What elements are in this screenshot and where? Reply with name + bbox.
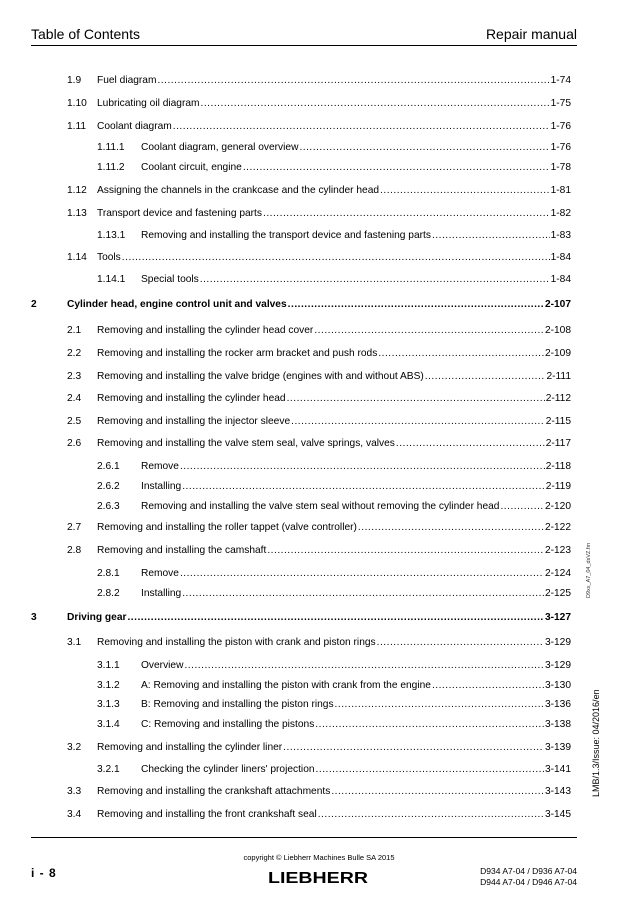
dot-leader — [122, 251, 550, 264]
toc-entry-page: 2-124 — [544, 568, 571, 579]
dot-leader — [157, 74, 549, 87]
toc-entry[interactable] — [97, 679, 571, 692]
toc-entry-page: 1-83 — [550, 230, 571, 241]
toc-entry-page: 2-119 — [545, 481, 571, 492]
toc-entry-number: 2.6.1 — [97, 461, 120, 472]
toc-entry-number: 2.8 — [67, 545, 82, 556]
toc-entry-number: 2.4 — [67, 393, 82, 404]
toc-entry-title: Removing and installing the valve bridge (engines with and without ABS) — [97, 371, 424, 382]
dot-leader — [184, 659, 543, 672]
toc-entry-title: Checking the cylinder liners' projection — [141, 764, 315, 775]
toc-entry-page: 1-75 — [550, 98, 571, 109]
toc-entry-title: Remove — [141, 568, 179, 579]
toc-entry[interactable] — [97, 718, 571, 731]
toc-entry-page: 1-81 — [550, 185, 571, 196]
toc-entry-page: 1-74 — [550, 75, 571, 86]
toc-entry-number: 1.11 — [67, 121, 87, 132]
toc-entry[interactable] — [97, 763, 571, 776]
toc-entry-title: Tools — [97, 252, 121, 263]
toc-entry-page: 2-125 — [544, 588, 571, 599]
dot-leader — [335, 698, 544, 711]
issue-label: LMB/1.3/Issue: 04/2016/en — [591, 689, 601, 797]
toc-entry[interactable] — [67, 636, 571, 649]
toc-entry[interactable] — [67, 347, 571, 360]
toc-entry-page: 1-84 — [550, 252, 571, 263]
dot-leader — [380, 184, 550, 197]
toc-entry[interactable] — [67, 120, 571, 133]
toc-entry-title: A: Removing and installing the piston with crank from the engine — [141, 680, 431, 691]
toc-entry-number: 2.3 — [67, 371, 82, 382]
toc-entry-number: 1.14.1 — [97, 274, 126, 285]
toc-entry-title: Lubricating oil diagram — [97, 98, 200, 109]
toc-entry-title: C: Removing and installing the pistons — [141, 719, 315, 730]
dot-leader — [288, 298, 544, 311]
toc-entry-number: 1.14 — [67, 252, 87, 263]
dot-leader — [299, 141, 549, 154]
dot-leader — [201, 97, 550, 110]
header-rule — [31, 45, 577, 46]
dot-leader — [180, 567, 544, 580]
toc-entry-number: 2.5 — [67, 416, 82, 427]
toc-entry-title: Assigning the channels in the crankcase and the cylinder head — [97, 185, 380, 196]
toc-entry-number: 3.1.4 — [97, 719, 120, 730]
header-manual-type: Repair manual — [485, 26, 577, 42]
toc-entry-number: 1.11.2 — [97, 162, 125, 173]
toc-entry-number: 1.9 — [67, 75, 82, 86]
toc-entry-page: 2-123 — [544, 545, 571, 556]
dot-leader — [267, 544, 544, 557]
dot-leader — [432, 229, 550, 242]
dot-leader — [182, 587, 544, 600]
toc-entry[interactable] — [67, 544, 571, 557]
toc-entry-number: 1.11.1 — [97, 142, 125, 153]
toc-entry[interactable] — [67, 251, 571, 264]
toc-entry-number: 2.6 — [67, 438, 82, 449]
toc-entry-title: Installing — [141, 481, 182, 492]
toc-entry-number: 3.3 — [67, 786, 82, 797]
toc-entry[interactable] — [97, 659, 571, 672]
toc-entry-page: 3-130 — [544, 680, 571, 691]
liebherr-logo — [267, 869, 369, 886]
toc-entry[interactable] — [97, 273, 571, 286]
toc-entry-number: 2.8.1 — [97, 568, 120, 579]
header-title: Table of Contents — [31, 26, 140, 42]
logo-text: LIEBHERR — [268, 870, 368, 886]
toc-entry-page: 1-76 — [550, 142, 571, 153]
toc-entry-title: Removing and installing the transport device and fastening parts — [141, 230, 431, 241]
toc-entry-number: 3.4 — [67, 809, 82, 820]
dot-leader — [331, 785, 544, 798]
file-code-label: D9xx_A7_04_dsVZ.fm — [586, 542, 592, 598]
toc-entry-page: 3-141 — [544, 764, 571, 775]
toc-entry-title: Removing and installing the cylinder head cover — [97, 325, 314, 336]
toc-entry[interactable] — [67, 521, 571, 534]
toc-entry-page: 2-122 — [544, 522, 571, 533]
copyright-text: copyright © Liebherr Machines Bulle SA 2015 — [243, 853, 395, 862]
toc-entry-page: 2-109 — [544, 348, 571, 359]
toc-entry-title: Coolant diagram — [97, 121, 172, 132]
dot-leader — [287, 392, 545, 405]
toc-entry-title: Removing and installing the valve stem seal without removing the cylinder head — [141, 501, 500, 512]
toc-entry-title: Removing and installing the piston with crank and piston rings — [97, 637, 376, 648]
toc-entry-number: 2.6.3 — [97, 501, 120, 512]
toc-entry-title: B: Removing and installing the piston rings — [141, 699, 334, 710]
dot-leader — [291, 415, 545, 428]
dot-leader — [314, 324, 544, 337]
toc-entry-number: 3.1.3 — [97, 699, 120, 710]
toc-entry[interactable] — [67, 74, 571, 87]
toc-entry-title: Removing and installing the front crankshaft seal — [97, 809, 317, 820]
toc-entry[interactable] — [67, 324, 571, 337]
toc-entry-number: 3.2 — [67, 742, 82, 753]
toc-entry-title: Cylinder head, engine control unit and valves — [67, 299, 287, 310]
toc-entry[interactable] — [97, 480, 571, 493]
toc-entry[interactable] — [97, 161, 571, 174]
dot-leader — [358, 521, 544, 534]
toc-entry-title: Remove — [141, 461, 179, 472]
dot-leader — [318, 808, 544, 821]
toc-entry-page: 2-112 — [545, 393, 571, 404]
toc-entry-title: Fuel diagram — [97, 75, 157, 86]
dot-leader — [127, 611, 543, 624]
models-line-1: D934 A7-04 / D936 A7-04 — [480, 866, 577, 876]
toc-entry[interactable] — [67, 207, 571, 220]
dot-leader — [500, 500, 543, 513]
toc-entry-number: 3 — [31, 612, 37, 623]
toc-entry-title: Installing — [141, 588, 182, 599]
toc-entry-page: 2-107 — [544, 299, 571, 310]
dot-leader — [316, 763, 544, 776]
toc-entry-page: 1-78 — [550, 162, 571, 173]
toc-entry[interactable] — [31, 298, 571, 311]
toc-entry-page: 2-111 — [546, 371, 571, 382]
toc-entry-page: 3-138 — [544, 719, 571, 730]
toc-entry-number: 3.1 — [67, 637, 82, 648]
dot-leader — [396, 437, 545, 450]
toc-entry[interactable] — [67, 808, 571, 821]
toc-entry-number: 1.13.1 — [97, 230, 126, 241]
toc-entry-page: 1-84 — [550, 274, 571, 285]
toc-entry-page: 1-82 — [550, 208, 571, 219]
toc-entry-number: 2.8.2 — [97, 588, 120, 599]
toc-entry-page: 3-143 — [544, 786, 571, 797]
toc-entry-number: 1.10 — [67, 98, 87, 109]
dot-leader — [182, 480, 544, 493]
toc-entry[interactable] — [97, 500, 571, 513]
dot-leader — [180, 460, 545, 473]
toc-entry-page: 2-108 — [544, 325, 571, 336]
toc-entry-title: Transport device and fastening parts — [97, 208, 262, 219]
toc-entry-number: 3.2.1 — [97, 764, 120, 775]
toc-entry-number: 1.13 — [67, 208, 87, 219]
dot-leader — [377, 636, 544, 649]
toc-entry[interactable] — [67, 741, 571, 754]
toc-entry-number: 2.6.2 — [97, 481, 120, 492]
toc-entry-number: 3.1.2 — [97, 680, 120, 691]
toc-entry[interactable] — [97, 460, 571, 473]
dot-leader — [200, 273, 550, 286]
page-number: i - 8 — [31, 866, 57, 880]
models-line-2: D944 A7-04 / D946 A7-04 — [480, 877, 577, 887]
dot-leader — [425, 370, 546, 383]
toc-entry-page: 2-117 — [545, 438, 571, 449]
dot-leader — [263, 207, 550, 220]
toc-entry-page: 2-115 — [545, 416, 571, 427]
toc-entry-title: Removing and installing the injector sleeve — [97, 416, 291, 427]
toc-entry-page: 3-136 — [544, 699, 571, 710]
toc-entry[interactable] — [97, 141, 571, 154]
toc-entry[interactable] — [31, 611, 571, 624]
dot-leader — [243, 161, 550, 174]
toc-entry-title: Removing and installing the rocker arm bracket and push rods — [97, 348, 378, 359]
toc-entry[interactable] — [67, 437, 571, 450]
toc-entry-page: 3-145 — [544, 809, 571, 820]
toc-entry-title: Overview — [141, 660, 184, 671]
toc-entry-title: Removing and installing the camshaft — [97, 545, 267, 556]
footer-rule — [31, 837, 577, 838]
toc-entry-title: Removing and installing the roller tappet (valve controller) — [97, 522, 357, 533]
toc-entry-page: 3-139 — [544, 742, 571, 753]
toc-entry-title: Coolant diagram, general overview — [141, 142, 299, 153]
toc-entry-title: Removing and installing the cylinder head — [97, 393, 286, 404]
toc-entry-number: 2 — [31, 299, 37, 310]
dot-leader — [283, 741, 544, 754]
toc-entry-title: Removing and installing the crankshaft attachments — [97, 786, 331, 797]
dot-leader — [173, 120, 550, 133]
toc-entry-number: 2.7 — [67, 522, 82, 533]
toc-entry-number: 3.1.1 — [97, 660, 120, 671]
toc-entry[interactable] — [67, 785, 571, 798]
toc-entry[interactable] — [97, 587, 571, 600]
toc-entry[interactable] — [67, 370, 571, 383]
dot-leader — [432, 679, 544, 692]
toc-entry-title: Removing and installing the cylinder liner — [97, 742, 283, 753]
model-list — [480, 866, 577, 888]
toc-entry[interactable] — [67, 97, 571, 110]
toc-entry-title: Driving gear — [67, 612, 127, 623]
toc-entry[interactable] — [97, 698, 571, 711]
toc-entry-number: 2.1 — [67, 325, 82, 336]
toc-entry-number: 1.12 — [67, 185, 87, 196]
toc-entry-page: 2-120 — [544, 501, 571, 512]
toc-entry[interactable] — [97, 229, 571, 242]
toc-entry-page: 3-129 — [544, 637, 571, 648]
toc-entry[interactable] — [67, 415, 571, 428]
dot-leader — [315, 718, 544, 731]
toc-entry-title: Coolant circuit, engine — [141, 162, 242, 173]
toc-entry-page: 3-127 — [544, 612, 571, 623]
toc-entry[interactable] — [67, 184, 571, 197]
toc-entry-page: 1-76 — [550, 121, 571, 132]
toc-entry-title: Special tools — [141, 274, 199, 285]
toc-entry-number: 2.2 — [67, 348, 82, 359]
toc-entry[interactable] — [67, 392, 571, 405]
toc-entry-title: Removing and installing the valve stem seal, valve springs, valves — [97, 438, 395, 449]
toc-entry[interactable] — [97, 567, 571, 580]
toc-entry-page: 2-118 — [545, 461, 571, 472]
dot-leader — [378, 347, 544, 360]
toc-entry-page: 3-129 — [544, 660, 571, 671]
